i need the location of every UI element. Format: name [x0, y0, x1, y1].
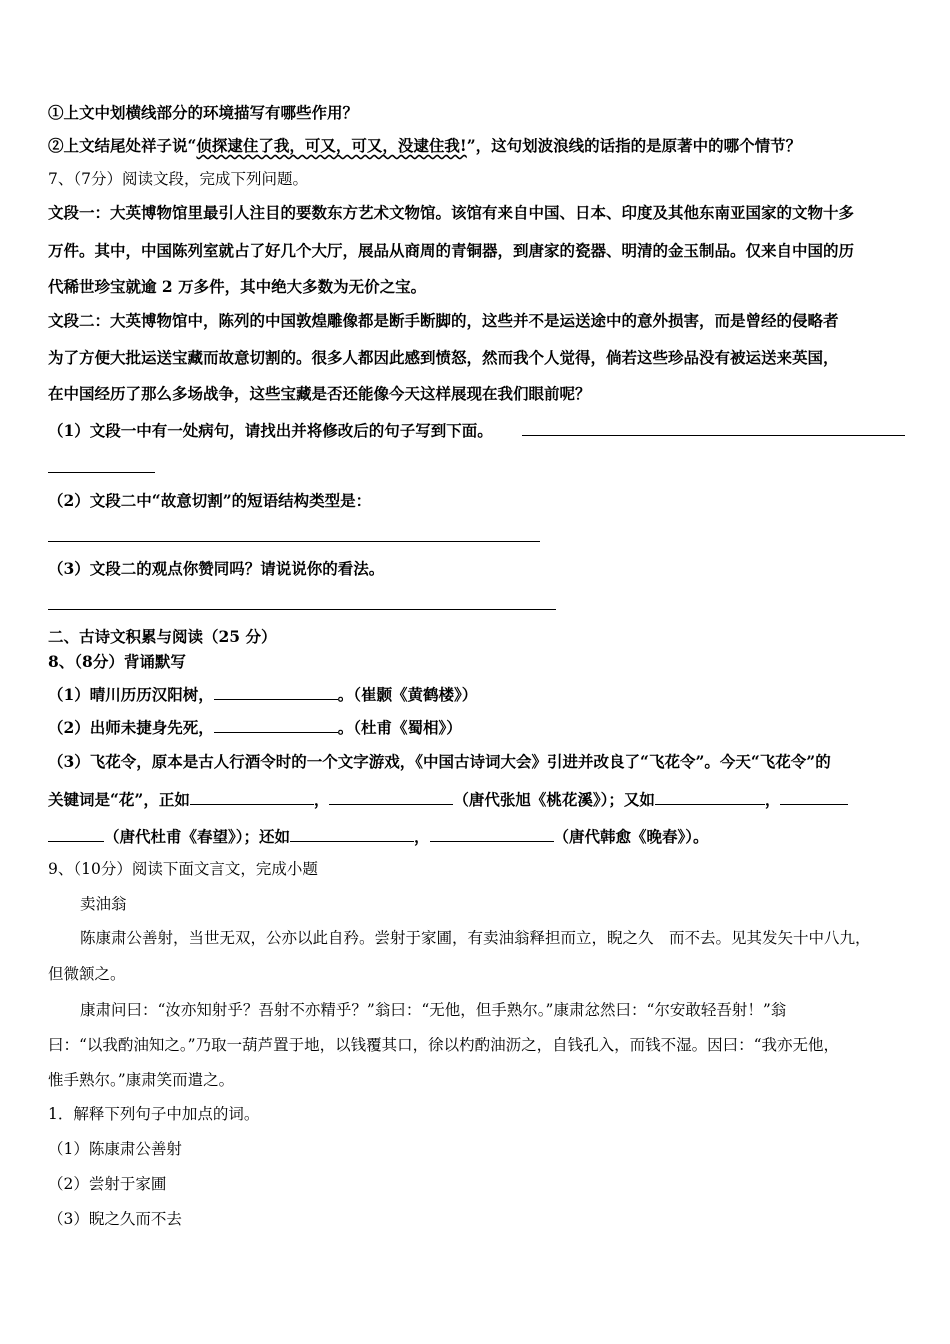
blank	[655, 790, 765, 805]
blank	[329, 790, 453, 805]
blank	[48, 827, 104, 842]
q6-sub1: ①上文中划横线部分的环境描写有哪些作用？	[48, 103, 359, 122]
answer-line	[48, 472, 155, 473]
q6-sub2: ②上文结尾处祥子说“侦探逮住了我，可又，可又，没逮住我!”，这句划波浪线的话指的是原著中的哪个情节？	[48, 136, 802, 155]
blank	[214, 718, 338, 733]
q8-heading: 8、（8分）背诵默写	[48, 652, 186, 671]
q9-item-2: （2）尝射于家圃	[48, 1175, 167, 1193]
q9-title: 卖油翁	[80, 895, 127, 913]
q7-heading: 7、（7分）阅读文段，完成下列问题。	[48, 170, 308, 188]
q9-p2-line3: 惟手熟尔。”康肃笑而遣之。	[48, 1071, 235, 1089]
blank	[190, 790, 314, 805]
section2-heading: 二、古诗文积累与阅读（25 分）	[48, 627, 277, 646]
q7-question-1: （1）文段一中有一处病句，请找出并将修改后的句子写到下面。	[48, 421, 493, 440]
q8-line4: 关键词是“花”，正如 ， （唐代张旭《桃花溪》）；又如 ，	[48, 789, 848, 811]
q7-p2-line3: 在中国经历了那么多场战争，这些宝藏是否还能像今天这样展现在我们眼前呢？	[48, 384, 591, 403]
q7-p1-line2: 万件。其中，中国陈列室就占了好几个大厅，展品从商周的青铜器，到唐家的瓷器、明清的金玉制品。仅来自中国的历	[48, 241, 855, 260]
blank	[780, 790, 848, 805]
blank	[214, 685, 338, 700]
q8-line5: （唐代杜甫《春望》）；还如 ， （唐代韩愈《晚春》）。	[48, 826, 709, 848]
q9-p2-line1: 康肃问曰：“汝亦知射乎？吾射不亦精乎？”翁曰：“无他，但手熟尔。”康肃忿然曰：“尔安敢轻吾射！”翁	[80, 1001, 787, 1019]
q9-task: 1．解释下列句子中加点的词。	[48, 1105, 260, 1123]
q9-p2-line2: 曰：“以我酌油知之。”乃取一葫芦置于地，以钱覆其口，徐以杓酌油沥之，自钱孔入，而钱不湿。因曰：“我亦无他，	[48, 1036, 840, 1054]
answer-line	[48, 541, 540, 542]
q7-question-3: （3）文段二的观点你赞同吗？请说说你的看法。	[48, 559, 385, 578]
q9-item-3: （3）睨之久而不去	[48, 1210, 182, 1228]
wavy-quote: 侦探逮住了我，可又，可又，没逮住我!	[196, 136, 467, 155]
q7-p2-line2: 为了方便大批运送宝藏而故意切割的。很多人都因此感到愤怒，然而我个人觉得，倘若这些珍品没有被运送来英国，	[48, 348, 839, 367]
q9-p1-line1: 陈康肃公善射，当世无双，公亦以此自矜。尝射于家圃，有卖油翁释担而立，睨之久 而不去。见其发矢十中八九，	[80, 929, 871, 947]
q7-p2-line1: 文段二：大英博物馆中，陈列的中国敦煌雕像都是断手断脚的，这些并不是运送途中的意外损害，而是曾经的侵略者	[48, 311, 839, 330]
q7-p1-line1: 文段一：大英博物馆里最引人注目的要数东方艺术文物馆。该馆有来自中国、日本、印度及其他东南亚国家的文物十多	[48, 203, 855, 222]
q7-p1-line3: 代稀世珍宝就逾 2 万多件，其中绝大多数为无价之宝。	[48, 277, 427, 296]
q9-heading: 9、（10分）阅读下面文言文，完成小题	[48, 860, 318, 878]
q8-line1: （1）晴川历历汉阳树， 。（崔颢《黄鹤楼》）	[48, 685, 478, 704]
blank	[290, 827, 414, 842]
q7-question-2: （2）文段二中“故意切割”的短语结构类型是：	[48, 491, 372, 510]
q9-p1-line2: 但微颔之。	[48, 965, 126, 983]
q8-line3: （3）飞花令，原本是古人行酒令时的一个文字游戏，《中国古诗词大会》引进并改良了“飞花令”。今天“飞花令”的	[48, 752, 831, 771]
answer-line	[522, 435, 905, 436]
answer-line	[48, 609, 556, 610]
blank	[430, 827, 554, 842]
q8-line2: （2）出师未捷身先死， 。（杜甫《蜀相》）	[48, 718, 462, 737]
q9-item-1: （1）陈康肃公善射	[48, 1140, 182, 1158]
